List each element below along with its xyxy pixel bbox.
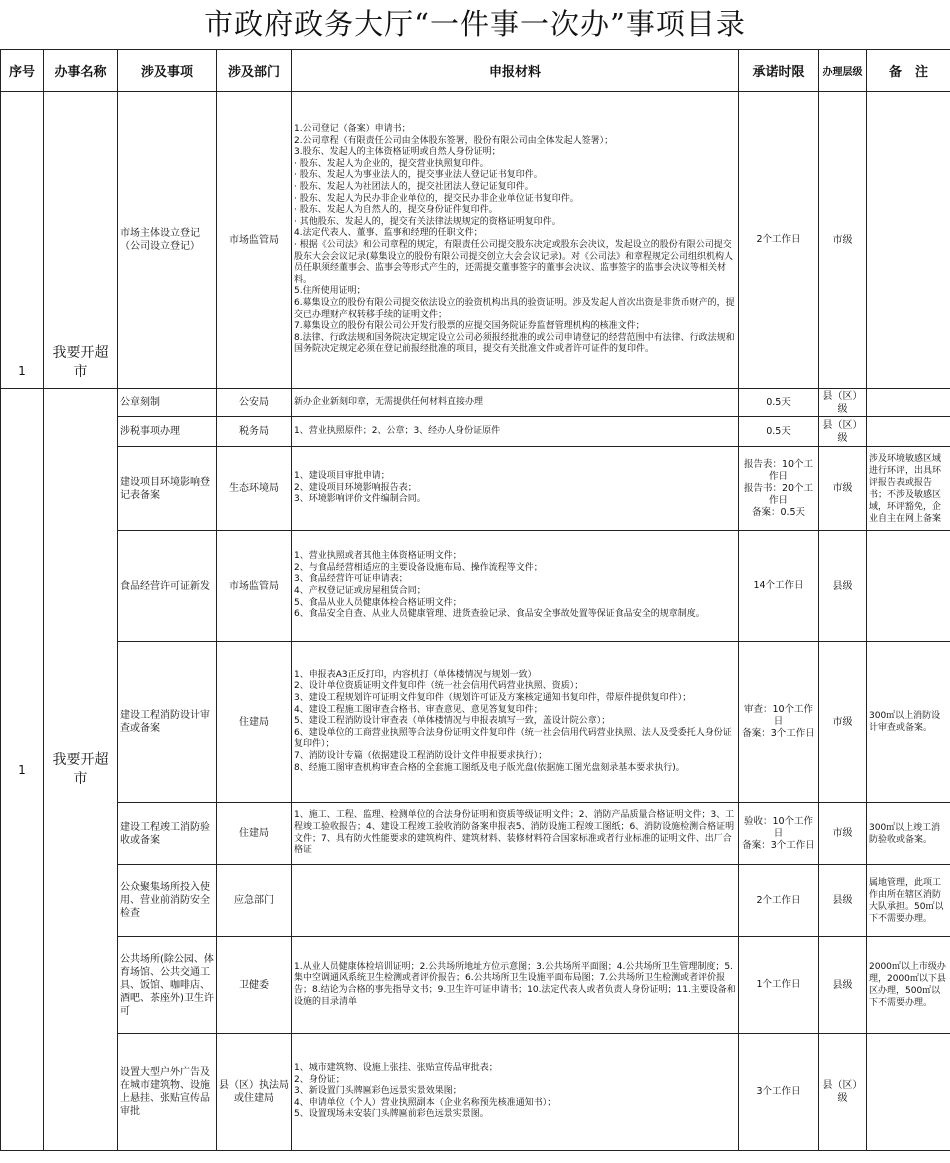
header-cell: 承诺时限 — [739, 50, 819, 92]
department: 市场监管局 — [217, 531, 292, 642]
involved-item: 公众聚集场所投入使用、营业前消防安全检查 — [118, 865, 217, 937]
handling-level: 县级 — [819, 937, 867, 1034]
material-line: 4、建设工程施工图审查合格书、审查意见、意见答复复印件； — [294, 704, 543, 715]
material-line: · 股东、发起人为事业法人的，提交事业法人登记证书复印件。 — [294, 170, 543, 181]
material-line: 新办企业新刻印章，无需提供任何材料直接办理 — [294, 396, 484, 407]
table-row — [1, 865, 950, 937]
table-row — [1, 447, 950, 531]
time-limit — [739, 803, 819, 865]
remarks — [867, 531, 950, 642]
handling-level: 县级 — [819, 865, 867, 937]
material-line: 7.募集设立的股份有限公司公开发行股票的应提交国务院证券监督管理机构的核准文件； — [294, 321, 645, 332]
material-line: 4、产权登记证或房屋租赁合同； — [294, 586, 426, 596]
material-line: 2、身份证； — [294, 1074, 345, 1085]
time-line: 报告表：10个工作日 — [743, 458, 814, 482]
material-line: 8、经施工图审查机构审查合格的全套施工图纸及电子版光盘(依据施工图光盘刻录基本要求执行)。 — [294, 762, 685, 773]
material-line: 1、建设项目审批申请； — [294, 471, 390, 482]
material-line: 3.股东、发起人的主体资格证明或自然人身份证明； — [294, 147, 501, 158]
department: 卫健委 — [217, 937, 292, 1034]
time-line: 备案：0.5天 — [751, 506, 806, 518]
department: 应急部门 — [217, 865, 292, 937]
table-row — [1, 1034, 950, 1151]
material-line: 5、建设工程消防设计审查表（单体楼情况与申报表填写一致，盖设计院公章）； — [294, 716, 611, 727]
material-line: 2、设计单位资质证明文件复印件（统一社会信用代码营业执照、资质）； — [294, 681, 584, 692]
table-body — [1, 92, 950, 1151]
handling-level: 市级 — [819, 447, 867, 531]
remarks — [867, 92, 950, 389]
material-line: 1.公司登记（备案）申请书； — [294, 124, 411, 135]
service-name: 我要开超市 — [44, 389, 118, 1151]
materials-cell — [292, 531, 739, 642]
service-name: 我要开超市 — [44, 92, 118, 389]
page-title: 市政府政务大厅“一件事一次办”事项目录 — [204, 7, 746, 41]
time-limit — [739, 92, 819, 389]
material-line: 2、与食品经营相适应的主要设备设施布局、操作流程等文件； — [294, 562, 543, 573]
department: 县（区）执法局或住建局 — [217, 1034, 292, 1151]
material-line: · 其他股东、发起人的，提交有关法律法规规定的资格证明复印件。 — [294, 216, 561, 227]
material-line: 1.从业人员健康体检培训证明；2.公共场所地址方位示意图；3.公共场所平面图；4.公共场所卫生管理制度；5.集中空调通风系统卫生检测或者评价报告；6.公共场所卫生设施平面布局图；7.公共场所卫生检测或者评价报告；8.结论为合格的事先指导文书；9.卫生许可证申请书；10.法定代表人或者负责人身份证明；11.主要设备和设施的目录清单 — [294, 961, 736, 1007]
department: 生态环境局 — [217, 447, 292, 531]
time-line: 0.5天 — [766, 396, 791, 408]
table-row — [1, 531, 950, 642]
material-line: 3、环境影响评价文件编制合同。 — [294, 494, 426, 505]
header-cell: 涉及事项 — [118, 50, 217, 92]
time-line: 验收：10个工作日 — [743, 815, 814, 839]
header-cell: 涉及部门 — [217, 50, 292, 92]
material-line: 2、建设项目环境影响报告表； — [294, 482, 417, 493]
department: 公安局 — [217, 389, 292, 417]
table-row — [1, 389, 950, 417]
handling-level: 县（区）级 — [819, 1034, 867, 1151]
involved-item: 市场主体设立登记（公司设立登记） — [118, 92, 217, 389]
header-row — [1, 50, 950, 92]
material-line: 1、施工、工程、监理、检测单位的合法身份证明和资质等级证明文件；2、消防产品质量合格证明文件；3、工程竣工验收报告；4、建设工程竣工验收消防备案申报表5、消防设施工程竣工图纸；6、消防设施检测合格证明文件；7、具有防火性能要求的建筑构件、建筑材料、装修材料符合国家标准或者行业标准的证明文件、出厂合格证 — [294, 810, 735, 856]
material-line: 1、城市建筑物、设施上张挂、张贴宣传品审批表； — [294, 1063, 498, 1074]
time-line: 2个工作日 — [756, 234, 801, 245]
department: 住建局 — [217, 803, 292, 865]
materials-cell — [292, 447, 739, 531]
time-limit — [739, 865, 819, 937]
time-limit — [739, 1034, 819, 1151]
handling-level: 县级 — [819, 531, 867, 642]
material-line: 4.法定代表人、董事、监事和经理的任职文件； — [294, 228, 483, 239]
remarks — [867, 1034, 950, 1151]
material-line: · 股东、发起人为企业的，提交营业执照复印件。 — [294, 158, 489, 169]
header-cell: 办理层级 — [819, 50, 867, 92]
materials-cell — [292, 389, 739, 417]
materials-cell — [292, 417, 739, 447]
time-limit — [739, 447, 819, 531]
material-line: 5、食品从业人员健康体检合格证明文件； — [294, 597, 462, 608]
involved-item: 食品经营许可证新发 — [118, 531, 217, 642]
material-line: 2.公司章程（有限责任公司由全体股东签署，股份有限公司由全体发起人签署）； — [294, 135, 614, 146]
time-line: 报告书：20个工作日 — [743, 482, 814, 506]
handling-level: 县（区）级 — [819, 389, 867, 417]
material-line: 3、食品经营许可证申请表； — [294, 574, 408, 585]
material-line: 4、申请单位（个人）营业执照副本（企业名称预先核准通知书）； — [294, 1097, 557, 1108]
time-line: 0.5天 — [766, 425, 791, 437]
material-line: 5.住所使用证明； — [294, 286, 366, 297]
materials-cell — [292, 92, 739, 389]
remarks: 涉及环境敏感区域进行环评，出具环评报告表或报告书；不涉及敏感区域，环评豁免，企业自主在网上备案 — [867, 447, 950, 531]
time-limit — [739, 937, 819, 1034]
time-limit — [739, 642, 819, 803]
material-line: · 股东、发起人为自然人的，提交身份证件复印件。 — [294, 205, 498, 216]
catalog-table — [0, 49, 950, 1151]
material-line: · 根据《公司法》和公司章程的规定，有限责任公司提交股东决定或股东会决议，发起设立的股份有限公司提交股东大会会议记录(募集设立的股份有限公司提交创立大会会议记录)。对《公司法》和章程规定公司组织机构人员任职须经董事会、监事会等形式产生的，还需提交董事签字的董事会决议、监事签字的监事会决议等相关材料。 — [294, 240, 734, 285]
department: 住建局 — [217, 642, 292, 803]
handling-level: 市级 — [819, 642, 867, 803]
header-cell: 申报材料 — [292, 50, 739, 92]
material-line: · 股东、发起人为民办非企业单位的，提交民办非企业单位证书复印件。 — [294, 193, 579, 204]
time-line: 1个工作日 — [756, 979, 801, 990]
material-line: 1、营业执照原件；2、公章；3、经办人身份证原件 — [294, 425, 501, 436]
remarks: 300㎡以上消防设计审查或备案。 — [867, 642, 950, 803]
time-line: 14个工作日 — [753, 580, 804, 591]
handling-level: 县（区）级 — [819, 417, 867, 447]
material-line: 1、申报表A3正反打印，内容机打（单体楼情况与规划一致） — [294, 669, 537, 680]
remarks — [867, 417, 950, 447]
involved-item: 公共场所(除公园、体育场馆、公共交通工具、饭馆、咖啡店、酒吧、茶座外)卫生许可 — [118, 937, 217, 1034]
handling-level: 市级 — [819, 803, 867, 865]
time-line: 审查：10个工作日 — [743, 704, 814, 727]
material-line: 6、食品安全自查、从业人员健康管理、进货查验记录、食品安全事故处置等保证食品安全的规章制度。 — [294, 609, 705, 620]
table-row — [1, 937, 950, 1034]
materials-cell — [292, 1034, 739, 1151]
involved-item: 建设工程竣工消防验收或备案 — [118, 803, 217, 865]
materials-cell — [292, 865, 739, 937]
time-line: 备案：3个工作日 — [742, 839, 815, 851]
material-line: 6、建设单位的工商营业执照等合法身份证明文件复印件（统一社会信用代码营业执照、法人及受委托人身份证复印件）； — [294, 727, 732, 750]
header-cell: 备 注 — [867, 50, 950, 92]
department: 市场监管局 — [217, 92, 292, 389]
material-line: 3、建设工程规划许可证明文件复印件（规划许可证及方案核定通知书复印件，带原件提供复印件）； — [294, 693, 692, 704]
involved-item: 建设项目环境影响登记表备案 — [118, 447, 217, 531]
time-limit — [739, 389, 819, 417]
remarks: 300㎡以上竣工消防验收或备案。 — [867, 803, 950, 865]
materials-cell — [292, 803, 739, 865]
involved-item: 公章刻制 — [118, 389, 217, 417]
table-row — [1, 803, 950, 865]
material-line: 3、新设置门头牌匾彩色远景实景效果图； — [294, 1086, 462, 1097]
involved-item: 设置大型户外广告及在城市建筑物、设施上悬挂、张贴宣传品审批 — [118, 1034, 217, 1151]
department: 税务局 — [217, 417, 292, 447]
involved-item: 建设工程消防设计审查或备案 — [118, 642, 217, 803]
row-number: 1 — [1, 389, 44, 1151]
remarks: 属地管理，此项工作由所在辖区消防大队承担。50㎡以下不需要办理。 — [867, 865, 950, 937]
material-line: 6.募集设立的股份有限公司提交依法设立的验资机构出具的验资证明。涉及发起人首次出资是非货币财产的，提交已办理财产权转移手续的证明文件； — [294, 297, 735, 320]
material-line: 7、消防设计专篇（依据建设工程消防设计文件申报要求执行）； — [294, 750, 548, 761]
handling-level: 市级 — [819, 92, 867, 389]
material-line: 1、营业执照或者其他主体资格证明文件； — [294, 551, 462, 562]
row-number: 1 — [1, 92, 44, 389]
table-row — [1, 92, 950, 389]
materials-cell — [292, 937, 739, 1034]
time-line: 2个工作日 — [756, 894, 801, 906]
materials-cell — [292, 642, 739, 803]
time-limit — [739, 531, 819, 642]
header-cell: 办事名称 — [44, 50, 118, 92]
material-line: 8.法律、行政法规和国务院决定规定设立公司必须报经批准的或公司申请登记的经营范围中有法律、行政法规和国务院决定规定必须在登记前报经批准的项目，提交有关批准文件或者许可证件的复印件。 — [294, 332, 735, 355]
remarks: 2000㎡以上市级办理，2000㎡以下县区办理，500㎡以下不需要办理。 — [867, 937, 950, 1034]
time-limit — [739, 417, 819, 447]
involved-item: 涉税事项办理 — [118, 417, 217, 447]
table-row — [1, 417, 950, 447]
header-cell: 序号 — [1, 50, 44, 92]
table-row — [1, 642, 950, 803]
remarks — [867, 389, 950, 417]
time-line: 备案：3个工作日 — [742, 728, 815, 739]
material-line: · 股东、发起人为社团法人的，提交社团法人登记证复印件。 — [294, 182, 534, 193]
material-line: 5、设置现场未安装门头牌匾前彩色远景实景图。 — [294, 1109, 489, 1120]
time-line: 3个工作日 — [756, 1086, 801, 1097]
